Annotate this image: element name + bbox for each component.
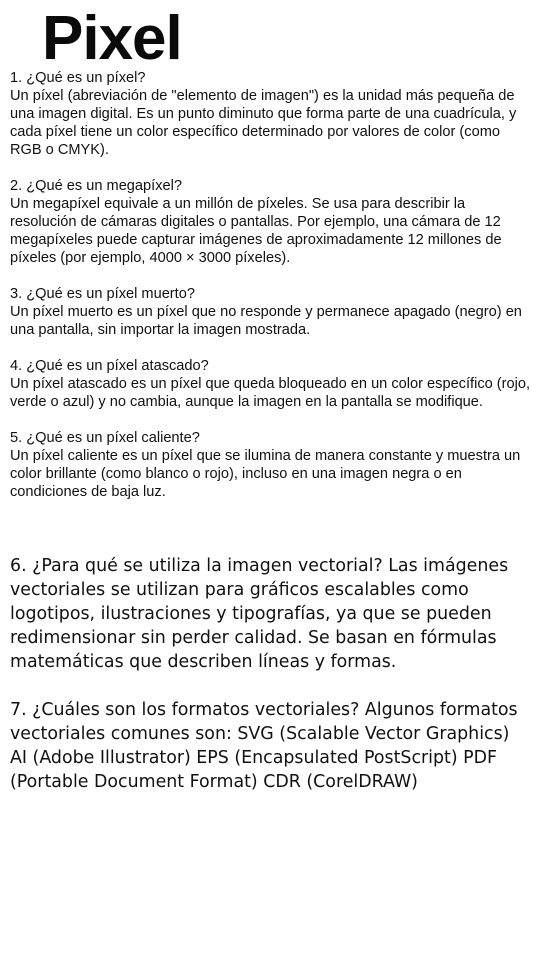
faq-item-dead-pixel [10,285,532,339]
faq-answer: Un píxel caliente es un píxel que se ilumina de manera constante y muestra un color brillante (como blanco o rojo), incluso en una imagen negra o en condiciones de baja luz. [10,448,521,500]
faq-answer: Un megapíxel equivale a un millón de píxeles. Se usa para describir la resolución de cámaras digitales o pantallas. Por ejemplo, una cámara de 12 megapíxeles puede capturar imágenes de aproximadamente 12 millones de píxeles (por ejemplo, 4000 × 3000 píxeles). [10,196,502,266]
faq-answer: Un píxel muerto es un píxel que no responde y permanece apagado (negro) en una pantalla, sin importar la imagen mostrada. [10,304,522,338]
vector-usage-paragraph: 6. ¿Para qué se utiliza la imagen vectorial? Las imágenes vectoriales se utilizan para gráficos escalables como logotipos, ilustraciones y tipografías, ya que se pueden redimensionar sin perder calidad. Se basan en fórmulas matemáticas que describen líneas y formas. [10,556,509,672]
faq-list [10,69,532,519]
vector-formats-paragraph: 7. ¿Cuáles son los formatos vectoriales? Algunos formatos vectoriales comunes son: SVG (Scalable Vector Graphics) AI (Adobe Illustrator) EPS (Encapsulated PostScript) PDF (Portable Document Format) CDR (CorelDRAW) [10,700,518,792]
faq-question: 1. ¿Qué es un píxel? [10,70,146,86]
faq-item-pixel [10,69,532,159]
faq-answer: Un píxel (abreviación de "elemento de imagen") es la unidad más pequeña de una imagen digital. Es un punto diminuto que forma parte de una cuadrícula, y cada píxel tiene un color específico determinado por valores de color (como RGB o CMYK). [10,88,517,158]
faq-question: 5. ¿Qué es un píxel caliente? [10,430,200,446]
faq-question: 4. ¿Qué es un píxel atascado? [10,358,209,374]
faq-item-hot-pixel [10,429,532,501]
vector-section [10,554,530,818]
faq-question: 2. ¿Qué es un megapíxel? [10,178,182,194]
faq-question: 3. ¿Qué es un píxel muerto? [10,286,195,302]
faq-item-megapixel [10,177,532,267]
faq-item-stuck-pixel [10,357,532,411]
faq-answer: Un píxel atascado es un píxel que queda bloqueado en un color específico (rojo, verde o azul) y no cambia, aunque la imagen en la pantalla se modifique. [10,376,531,410]
page-title: Pixel [42,4,182,73]
